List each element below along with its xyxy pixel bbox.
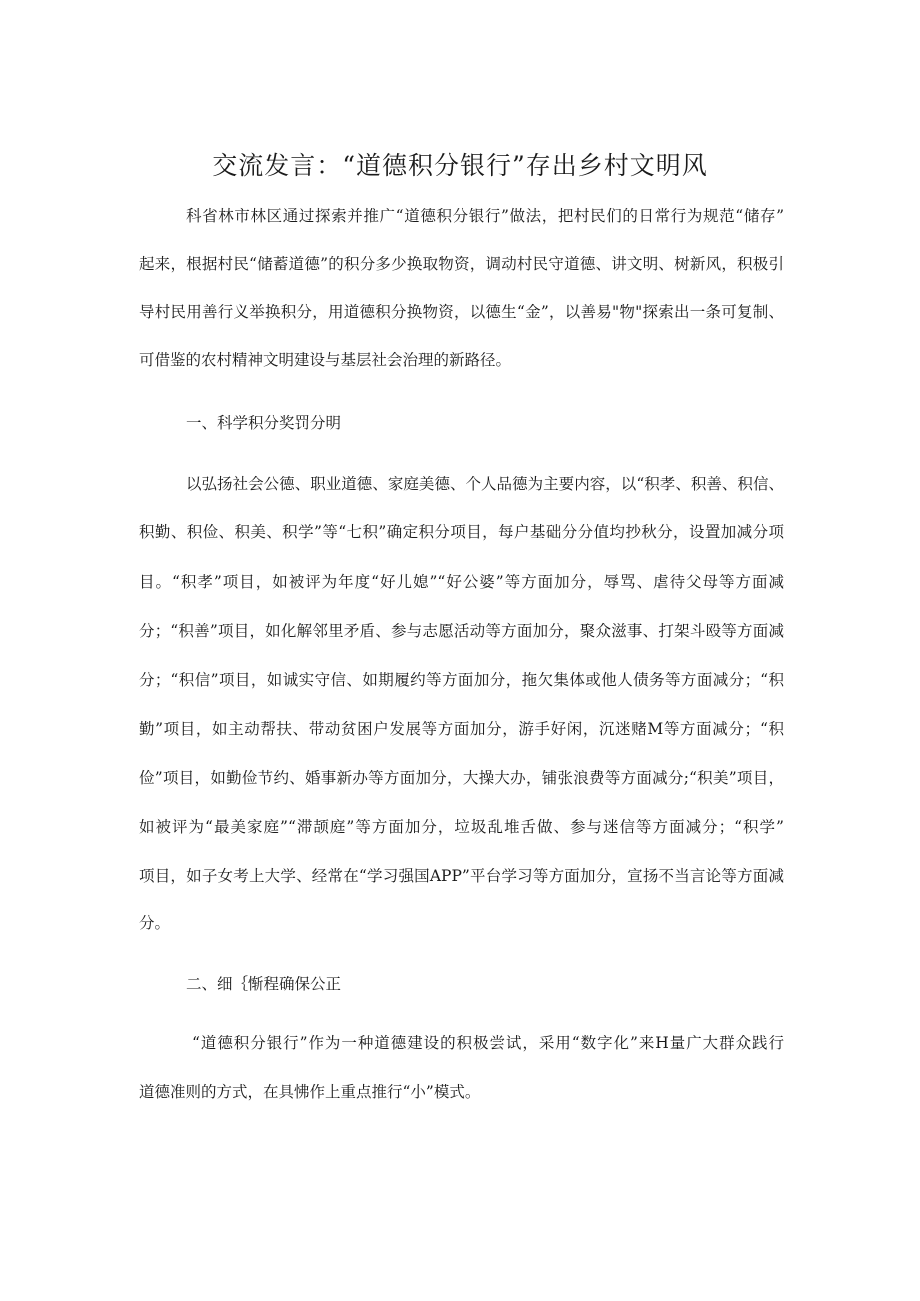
section2-line: “道德积分银行”作为一种道德建设的积极尝试，采用“数字化”来H量广大群众践行 xyxy=(192,1034,784,1052)
section1-line: 积勤、积俭、积美、积学”等“七积”确定积分项目，每户基础分分值均抄秋分，设置加减分项 xyxy=(139,523,784,541)
intro-line: 可借鉴的农村精神文明建设与基层社会治理的新路径。 xyxy=(139,351,512,369)
section-heading-1: 一、科学积分奖罚分明 xyxy=(186,414,342,432)
section1-line: 目。“积孝”项目，如被评为年度“好儿媳”“好公婆”等方面加分，辱骂、虐待父母等方面减 xyxy=(139,573,784,591)
section1-line: 俭”项目，如勤俭节约、婚事新办等方面加分，大操大办，铺张浪费等方面减分;“积美”项目， xyxy=(139,769,784,787)
section1-line: 勤”项目，如主动帮扶、带动贫困户发展等方面加分，游手好闲，沉迷赌M等方面减分；“积 xyxy=(139,720,784,738)
section1-line: 如被评为“最美家庭”“滞颉庭”等方面加分，垃圾乱堆舌做、参与迷信等方面减分；“积学” xyxy=(139,818,784,836)
section-heading-2: 二、细｛惭程确保公正 xyxy=(186,975,342,993)
intro-line: 科省林市林区通过探索并推广“道德积分银行”做法，把村民们的日常行为规范“储存” xyxy=(186,207,784,225)
section1-line: 分；“积信”项目，如诚实守信、如期履约等方面加分，拖欠集体或他人债务等方面减分；“积 xyxy=(139,671,784,689)
section1-line: 项目，如子女考上大学、经常在“学习强国APP”平台学习等方面加分，宣扬不当言论等方面减 xyxy=(139,867,784,885)
section1-line: 分。 xyxy=(139,914,171,932)
section2-line: 道德准则的方式，在具怫作上重点推行“小”模式。 xyxy=(139,1083,481,1101)
document-title: 交流发言：“道德积分银行”存出乡村文明风 xyxy=(212,151,708,180)
intro-line: 导村民用善行义举换积分，用道德积分换物资，以德生“金”，以善易"物"探索出一条可复制、 xyxy=(139,303,784,321)
section1-line: 以弘扬社会公德、职业道德、家庭美德、个人品德为主要内容，以“积孝、积善、积信、 xyxy=(186,475,784,493)
section1-line: 分；“积善”项目，如化解邻里矛盾、参与志愿活动等方面加分，聚众滋事、打架斗殴等方面减 xyxy=(139,622,784,640)
intro-line: 起来，根据村民“储蓄道德”的积分多少换取物资，调动村民守道德、讲文明、树新风，积极引 xyxy=(139,255,784,273)
